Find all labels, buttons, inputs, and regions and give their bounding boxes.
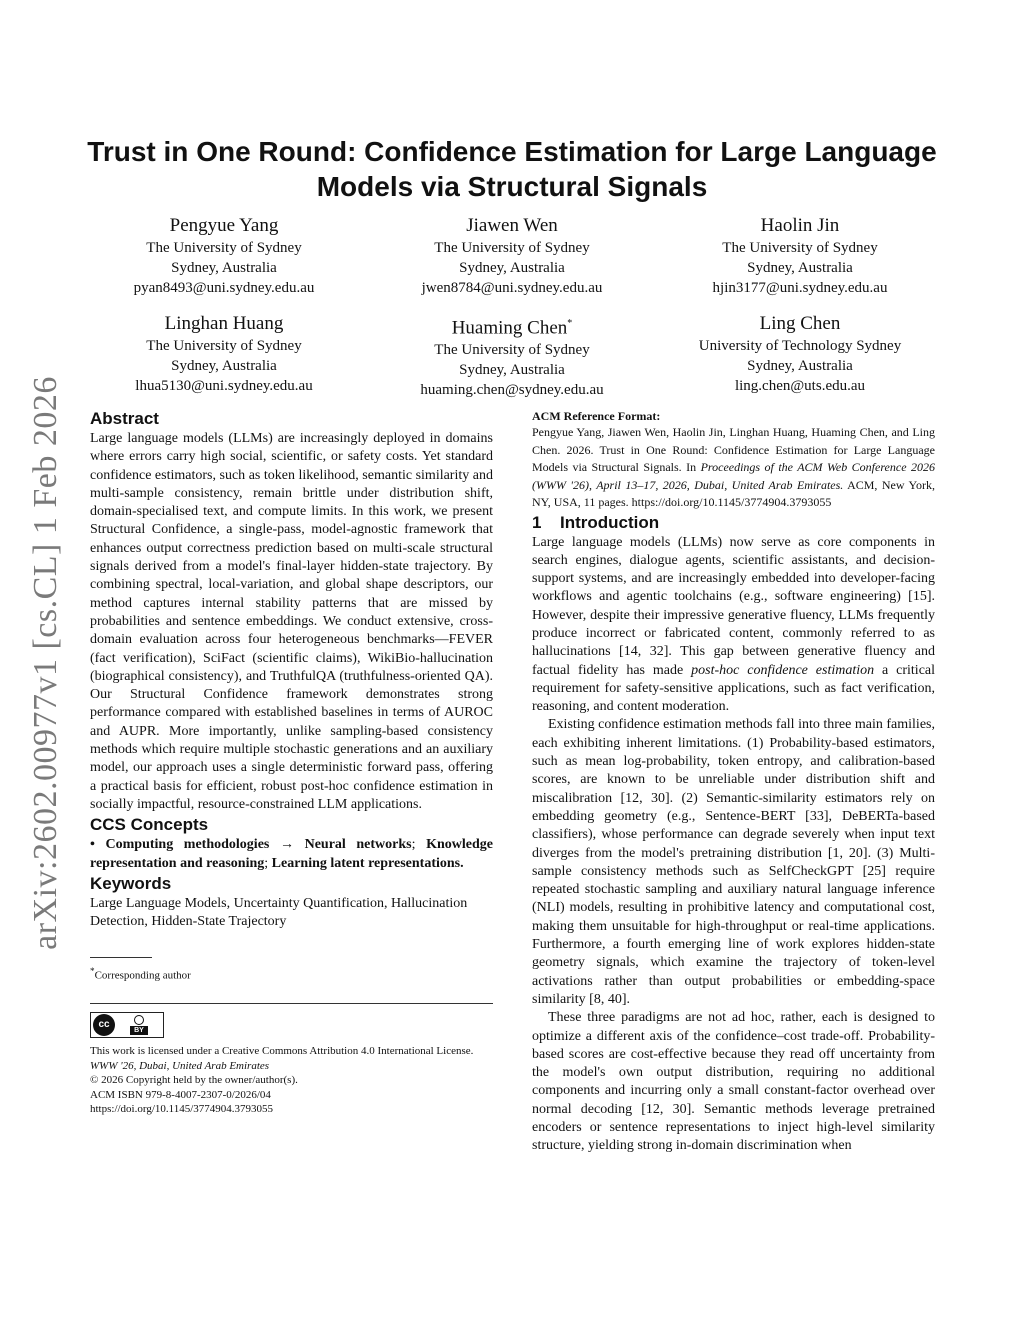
section-number: 1	[532, 512, 542, 532]
arxiv-stamp	[22, 375, 70, 950]
footnote-text: Corresponding author	[94, 970, 191, 983]
author-name: Linghan Huang	[164, 313, 284, 334]
by-label: BY	[130, 1026, 148, 1035]
cc-by-badge-icon[interactable]	[90, 1012, 164, 1038]
footnote-rule	[90, 957, 152, 958]
author-affiliation: The University of Sydney	[146, 240, 302, 256]
license-block	[90, 1044, 493, 1117]
acm-reference-text: Pengyue Yang, Jiawen Wen, Haolin Jin, Linghan Huang, Huaming Chen, and Ling Chen. 2026. Trust in One Round: Confidence Estimation for Large Language Models via Structural Signals. In Proceedings of the ACM Web Conference 2026 (WWW '26), April 13–17, 2026, Dubai, United Arab Emirates. ACM, New York, NY, USA, 11 pages. https://doi.org/10.1145/3774904.3793055	[532, 425, 935, 509]
license-statement[interactable]: This work is licensed under a Creative Commons Attribution 4.0 International License.	[90, 1045, 474, 1058]
author-affiliation: The University of Sydney	[434, 240, 590, 256]
author-name: Huaming Chen	[451, 317, 568, 339]
author-name: Ling Chen	[759, 313, 841, 334]
ccs-end: .	[460, 855, 464, 871]
introduction-heading	[532, 512, 935, 534]
intro-paragraph: These three paradigms are not ad hoc, rather, each is designed to optimize a different axis of the confidence–cost trade-off. Probability-based scores are cost-effective because they read off uncertainty from the model's own output distribution, requiring no additional components and incurring only a small constant-factor overhead over normal decoding [12, 30]. Semantic methods leverage pretrained encoders or sentence representations to inject high-level similarity structure, yielding strong in-domain discrimination when	[532, 1010, 935, 1154]
conference-venue: WWW '26, Dubai, United Arab Emirates	[90, 1059, 270, 1072]
author-block	[368, 214, 656, 298]
ccs-term: Knowledge representation and reasoning	[90, 837, 494, 871]
author-affiliation: The University of Sydney	[434, 342, 590, 359]
author-block	[80, 312, 368, 400]
ccs-separator: ;	[411, 837, 416, 853]
author-name: Haolin Jin	[760, 215, 840, 236]
abstract-text: Large language models (LLMs) are increasingly deployed in domains where errors carry high social, scientific, or safety costs. Yet standard confidence estimators, such as token likelihood, semantic similarity and multi-sample consistency, remain brittle under distribution shift, domain-specialised text, and compute limits. In this work, we present Structural Confidence, a single-pass, model-agnostic framework that enhances output correctness prediction based on multi-scale structural signals derived from a model's final-layer hidden-state trajectory. By combining spectral, local-variation, and global shape descriptors, our method captures internal stability patterns that are missed by probabilities and sentence embeddings. We conduct extensive, cross-domain evaluation across four heterogeneous benchmarks—FEVER (fact verification), SciFact (scientific claims), WikiBio-hallucination (biographical consistency), and TruthfulQA (truthfulness-oriented QA). Our Structural Confidence framework demonstrates strong performance compared with established baselines in terms of AUROC and AUPR. More importantly, unlike sampling-based consistency methods which require multiple stochastic generations and an auxiliary model, our approach uses a single deterministic forward pass, offering a practical basis for efficient, robust post-hoc confidence estimation in socially impactful, resource-constrained LLM applications.	[90, 431, 493, 812]
author-name: Pengyue Yang	[169, 215, 279, 236]
section-title: Introduction	[560, 512, 660, 532]
doi-link[interactable]: https://doi.org/10.1145/3774904.3793055	[90, 1103, 274, 1116]
copyright-line: © 2026 Copyright held by the owner/author(s).	[90, 1074, 298, 1087]
author-location: Sydney, Australia	[747, 358, 853, 374]
ccs-term: Learning latent representations	[271, 855, 461, 871]
author-email[interactable]: pyan8493@uni.sydney.edu.au	[133, 280, 315, 296]
corresponding-mark: *	[567, 318, 573, 329]
keywords-heading: Keywords	[90, 873, 172, 893]
arxiv-stamp-text[interactable]: arXiv:2602.00977v1 [cs.CL] 1 Feb 2026	[27, 375, 64, 950]
author-affiliation: The University of Sydney	[146, 338, 302, 354]
author-name: Jiawen Wen	[466, 215, 558, 236]
intro-paragraph: Large language models (LLMs) now serve as core components in search engines, dialogue agents, scientific assistants, and decision-support systems, and are increasingly embedded into developer-facing workflows and agentic toolchains (e.g., software engineering) [15]. However, despite their impressive generative fluency, LLMs frequently produce incorrect or fabricated content, commonly referred to as hallucinations [14, 32]. This gap between generative fluency and factual fidelity has made post-hoc confidence estimation a critical requirement for safety-sensitive applications, such as fact verification, reasoning, and content moderation.	[532, 534, 936, 715]
ccs-concepts	[90, 836, 493, 873]
intro-paragraph: Existing confidence estimation methods fall into three main families, each exhibiting inherent limitations. (1) Probability-based estimators, such as mean log-probability, token entropy, and calibration-based scores, are known to be unreliable under distribution shift and miscalibration [12, 30]. (2) Semantic-similarity estimators rely on embedding geometry (e.g., Sentence-BERT [33], DeBERTa-based classifiers), whose performance can degrade severely when input text diverges from the model's pretraining distribution [1, 20]. (3) Multi-sample consistency methods such as SelfCheckGPT [25] require repeated stochastic sampling and auxiliary natural language inference (NLI) models, resulting in prohibitive latency and computational cost, making them unsuitable for high-throughput or real-time applications. Furthermore, a fourth emerging line of work explores hidden-state geometry signals, which examine the trajectory of token-level activations rather than output probabilities or embedding-space similarity [8, 40].	[532, 717, 935, 1007]
author-location: Sydney, Australia	[171, 358, 277, 374]
ccs-separator: ;	[264, 855, 269, 871]
isbn-line: ACM ISBN 979-8-4007-2307-0/2026/04	[90, 1088, 271, 1101]
author-email[interactable]: lhua5130@uni.sydney.edu.au	[135, 378, 313, 394]
author-location: Sydney, Australia	[747, 260, 853, 276]
attribution-person-icon	[134, 1015, 144, 1025]
ccs-term: Neural networks	[304, 837, 412, 853]
acm-reference-heading: ACM Reference Format:	[532, 409, 661, 423]
ccs-heading: CCS Concepts	[90, 815, 209, 835]
paper-title: Trust in One Round: Confidence Estimation for Large Language Models via Structural Signals	[87, 136, 937, 202]
author-email[interactable]: jwen8784@uni.sydney.edu.au	[421, 280, 603, 296]
author-location: Sydney, Australia	[171, 260, 277, 276]
author-email[interactable]: hjin3177@uni.sydney.edu.au	[712, 280, 888, 296]
author-location: Sydney, Australia	[459, 260, 565, 276]
author-affiliation: The University of Sydney	[722, 240, 878, 256]
author-block	[368, 312, 656, 400]
author-email[interactable]: huaming.chen@sydney.edu.au	[420, 382, 604, 399]
author-block	[80, 214, 368, 298]
left-column	[90, 408, 493, 1117]
keywords-text: Large Language Models, Uncertainty Quantification, Hallucination Detection, Hidden-State Trajectory	[90, 895, 468, 930]
author-block	[656, 312, 944, 400]
arrow-icon: →	[279, 837, 294, 853]
author-location: Sydney, Australia	[459, 362, 565, 379]
author-row	[80, 312, 944, 400]
right-column	[532, 408, 935, 1156]
footnote	[90, 964, 493, 983]
abstract-heading: Abstract	[90, 409, 159, 428]
bullet: •	[90, 837, 95, 853]
author-block	[656, 214, 944, 298]
ccs-term: Computing methodologies	[105, 837, 270, 853]
author-affiliation: University of Technology Sydney	[698, 338, 902, 354]
license-rule	[90, 1003, 493, 1004]
author-email[interactable]: ling.chen@uts.edu.au	[734, 378, 866, 394]
cc-icon: cc	[93, 1014, 115, 1036]
author-row	[80, 214, 944, 298]
footnote-mark: *	[90, 966, 95, 977]
